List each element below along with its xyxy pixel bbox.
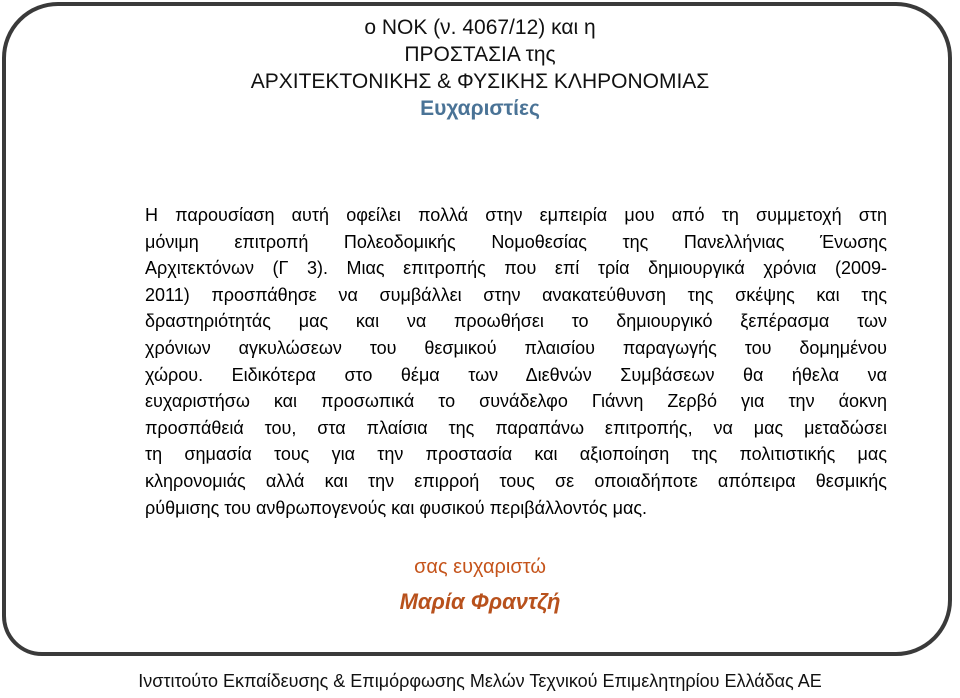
closing-thanks: σας ευχαριστώ	[414, 556, 546, 578]
paragraph-line: χρόνιων αγκυλώσεων του θεσμικού πλαισίου παραγωγής του δομημένου	[145, 337, 887, 358]
paragraph-line: Αρχιτεκτόνων (Γ 3). Μιας επιτροπής που επί τρία δημιουργικά χρόνια (2009-	[145, 258, 887, 279]
paragraph-line: χώρου. Ειδικότερα στο θέμα των Διεθνών Συμβάσεων θα ήθελα να	[145, 364, 887, 385]
paragraph-line: ευχαριστήσω και προσωπικά το συνάδελφο Γιάννη Ζερβό για την άοκνη	[145, 391, 887, 412]
acknowledgement-paragraph	[145, 202, 887, 521]
author-name: Μαρία Φραντζή	[399, 589, 561, 614]
paragraph-line: προσπάθειά του, στα πλαίσια της παραπάνω επιτροπής, να μας μεταδώσει	[145, 417, 887, 438]
footer-institution: Ινστιτούτο Εκπαίδευσης & Επιμόρφωσης Μελών Τεχνικού Επιμελητηρίου Ελλάδας ΑΕ	[138, 671, 822, 691]
title-line-2: ΠΡΟΣΤΑΣΙΑ της	[404, 43, 556, 66]
paragraph-line: Η παρουσίαση αυτή οφείλει πολλά στην εμπειρία μου από τη συμμετοχή στη	[145, 205, 887, 225]
title-line-1: ο ΝΟΚ (ν. 4067/12) και η	[364, 16, 596, 39]
paragraph-line: μόνιμη επιτροπή Πολεοδομικής Νομοθεσίας της Πανελλήνιας Ένωσης	[145, 231, 887, 252]
paragraph-line: δραστηριότητάς μας και να προωθήσει το δημιουργικό ξεπέρασμα των	[145, 311, 887, 332]
paragraph-line: 2011) προσπάθησε να συμβάλλει στην ανακατεύθυνση της σκέψης και της	[145, 284, 887, 305]
paragraph-line: ρύθμισης του ανθρωπογενούς και φυσικού περιβάλλοντός μας.	[145, 497, 648, 518]
slide-subtitle: Ευχαριστίες	[420, 97, 540, 120]
paragraph-line: τη σημασία τους για την προστασία και αξιοποίηση της πολιτιστικής μας	[145, 444, 887, 465]
title-line-3: ΑΡΧΙΤΕΚΤΟΝΙΚΗΣ & ΦΥΣΙΚΗΣ ΚΛΗΡΟΝΟΜΙΑΣ	[250, 70, 710, 93]
paragraph-line: κληρονομιάς αλλά και την επιρροή τους σε οποιαδήποτε απόπειρα θεσμικής	[145, 470, 887, 491]
